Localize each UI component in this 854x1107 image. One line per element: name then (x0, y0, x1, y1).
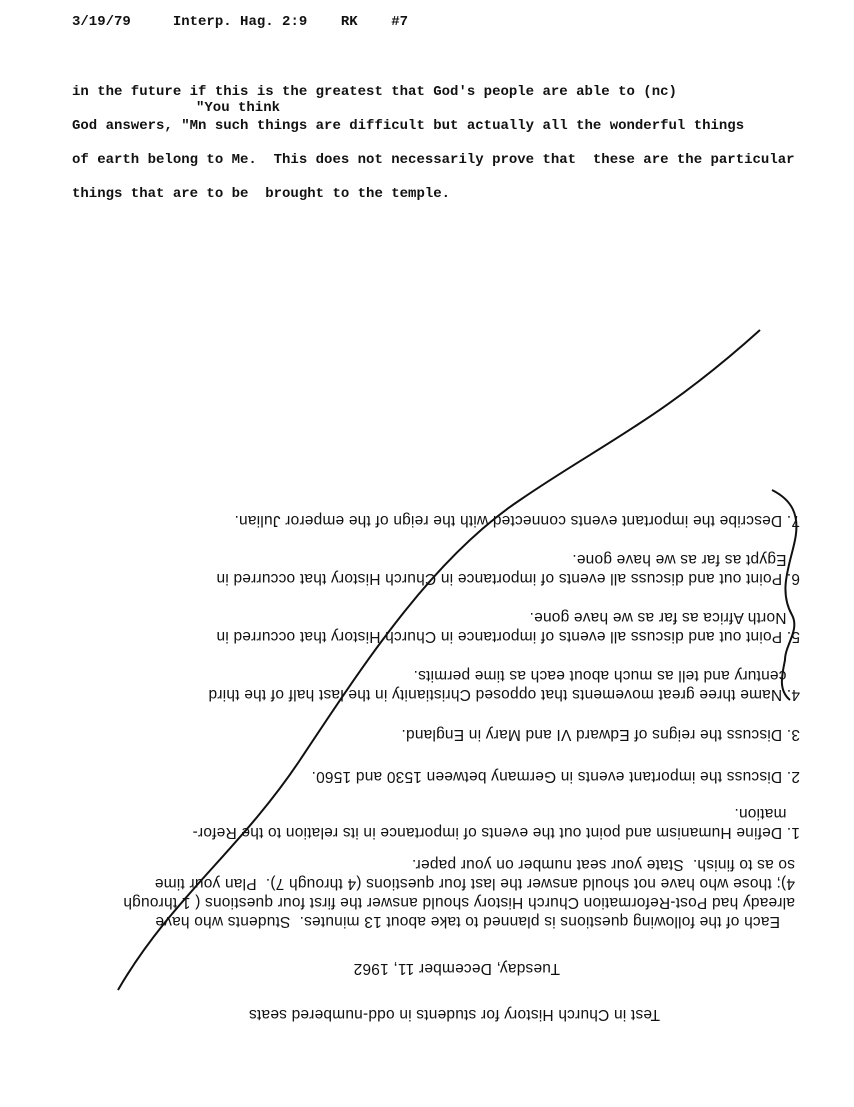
intro-line-4: so as to finish. State your seat number on your paper. (411, 856, 795, 873)
exam-title: Test in Church History for students in odd-numbered seats (248, 1006, 660, 1023)
question-7: 7. Describe the important events connected with the reign of the emperor Julian. (234, 512, 800, 529)
header-mark: RK (340, 14, 358, 30)
note-line-2: God answers, "Mn such things are difficult but actually all the wonderful things (72, 118, 745, 134)
strike-curve (118, 330, 760, 990)
question-6-line-1: 6. Point out and discuss all events of importance in Church History that occurred in (216, 570, 800, 587)
note-insert: "You think (196, 100, 281, 116)
intro-line-3: 4); those who have not should answer the last four questions (4 through 7). Plan your time (154, 875, 795, 892)
question-1-line-2: mation. (734, 805, 800, 822)
exam-date: Tuesday, December 11, 1962 (353, 960, 560, 977)
intro-line-1: Each of the following questions is planned to take about 13 minutes. Students who have (155, 913, 780, 930)
header-title: Interp. Hag. 2:9 (172, 14, 308, 30)
question-1-line-1: 1. Define Humanism and point out the events of importance in its relation to the Refor- (192, 824, 800, 841)
note-line-1: in the future if this is the greatest that God's people are able to (nc) (72, 84, 677, 100)
intro-line-2: already had Post-Reformation Church History should answer the first four questions ( 1 through (123, 894, 795, 911)
note-line-3: of earth belong to Me. This does not necessarily prove that these are the particular (72, 152, 795, 168)
question-4-line-1: 4. Name three great movements that opposed Christianity in the last half of the third (208, 686, 800, 703)
question-brace (772, 490, 796, 700)
question-5-line-1: 5. Point out and discuss all events of importance in Church History that occurred in (216, 628, 800, 645)
header-number: #7 (391, 14, 409, 30)
question-2: 2. Discuss the important events in Germany between 1530 and 1560. (311, 768, 800, 785)
note-line-4: things that are to be brought to the temple. (72, 186, 451, 202)
header-date: 3/19/79 (72, 14, 131, 30)
question-4-line-2: century and tell as much about each as time permits. (413, 667, 800, 684)
question-5-line-2: North Africa as far as we have gone. (529, 609, 800, 626)
question-3: 3. Discuss the reigns of Edward VI and Mary in England. (401, 726, 800, 743)
question-6-line-2: Egypt as far as we have gone. (572, 551, 800, 568)
